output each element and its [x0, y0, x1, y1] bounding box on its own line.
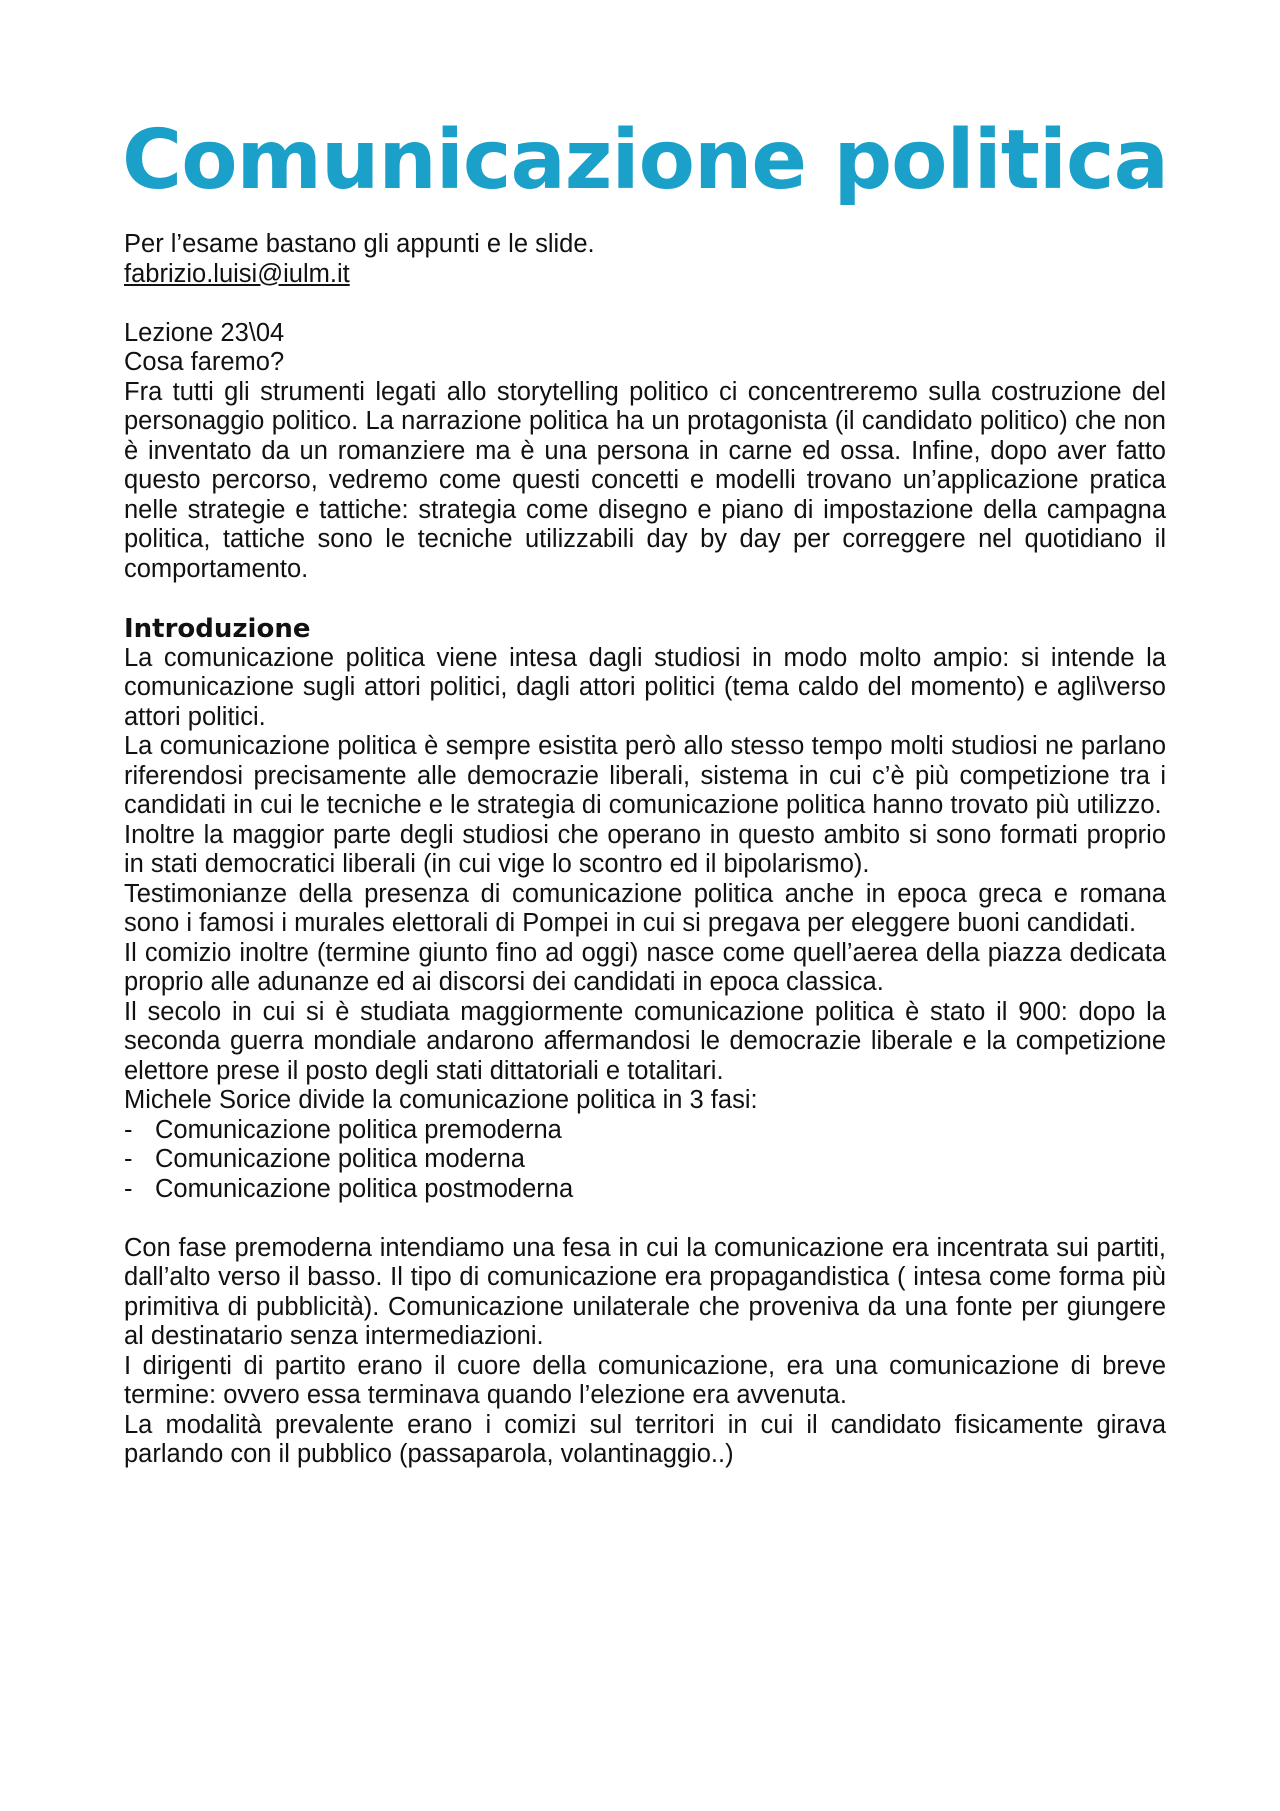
list-item	[124, 1116, 1166, 1146]
dash-bullet-icon: -	[124, 1145, 133, 1173]
overview-paragraph: Fra tutti gli strumenti legati allo storytelling politico ci concentreremo sulla costruzione del personaggio politico. La narrazione politica ha un protagonista (il candidato politico) che non è inventato da un romanziere ma è una persona in carne ed ossa. Infine, dopo aver fatto questo percorso, vedremo come questi concetti e modelli trovano un’applicazione pratica nelle strategie e tattiche: strategia come disegno e piano di impostazione della campagna politica, tattiche sono le tecniche utilizzabili day by day per correggere nel quotidiano il comportamento.	[124, 377, 1166, 583]
intro-line: Per l’esame bastano gli appunti e le slide.	[124, 230, 595, 258]
list-item	[124, 1145, 1166, 1175]
dash-bullet-icon: -	[124, 1115, 133, 1144]
intro-paragraph: Michele Sorice divide la comunicazione politica in 3 fasi:	[124, 1086, 758, 1114]
email-line	[124, 260, 1166, 290]
document-page	[122, 113, 1168, 1470]
document-title: Comunicazione politica	[122, 113, 1168, 208]
premodern-paragraph: La modalità prevalente erano i comizi sul territori in cui il candidato fisicamente girava parlando con il pubblico (passaparola, volantinaggio..)	[124, 1410, 1166, 1468]
lesson-date: Lezione 23\04	[124, 318, 285, 347]
lesson-question: Cosa faremo?	[124, 348, 285, 376]
intro-paragraph: Inoltre la maggior parte degli studiosi che operano in questo ambito si sono formati proprio in stati democratici liberali (in cui vige lo scontro ed il bipolarismo).	[124, 820, 1166, 878]
spacer	[124, 1204, 1166, 1234]
spacer	[124, 584, 1166, 614]
intro-paragraph: Il secolo in cui si è studiata maggiormente comunicazione politica è stato il 900: dopo la seconda guerra mondiale andarono affermandosi le democrazie liberale e la competizione elettore prese il posto degli stati dittatoriali e totalitari.	[124, 997, 1166, 1085]
list-item	[124, 1175, 1166, 1205]
section-heading: Introduzione	[124, 613, 311, 644]
intro-paragraph: Testimonianze della presenza di comunicazione politica anche in epoca greca e romana sono i famosi i murales elettorali di Pompei in cui si pregava per eleggere buoni candidati.	[124, 879, 1166, 937]
list-item-label: Comunicazione politica postmoderna	[155, 1174, 574, 1203]
list-item-label: Comunicazione politica premoderna	[155, 1115, 562, 1144]
premodern-paragraph: Con fase premoderna intendiamo una fesa in cui la comunicazione era incentrata sui partiti, dall’alto verso il basso. Il tipo di comunicazione era propagandistica ( intesa come forma più primitiva di pubblicità). Comunicazione unilaterale che proveniva da una fonte per giungere al destinatario senza intermediazioni.	[124, 1233, 1166, 1350]
dash-bullet-icon: -	[124, 1174, 133, 1203]
email-link[interactable]: fabrizio.luisi@iulm.it	[124, 259, 350, 288]
intro-paragraph: La comunicazione politica è sempre esistita però allo stesso tempo molti studiosi ne parlano riferendosi precisamente alle democrazie liberali, sistema in cui c’è più competizione tra i candidati in cui le tecniche e le strategia di comunicazione politica hanno trovato più utilizzo.	[124, 732, 1166, 819]
phases-list	[124, 1116, 1166, 1205]
list-item-label: Comunicazione politica moderna	[155, 1145, 525, 1173]
spacer	[124, 289, 1166, 319]
intro-paragraph: Il comizio inoltre (termine giunto fino ad oggi) nasce come quell’aerea della piazza dedicata proprio alle adunanze ed ai discorsi dei candidati in epoca classica.	[124, 938, 1166, 996]
intro-paragraph: La comunicazione politica viene intesa dagli studiosi in modo molto ampio: si intende la comunicazione sugli attori politici, dagli attori politici (tema caldo del momento) e agli\verso attori politici.	[124, 643, 1166, 731]
premodern-paragraph: I dirigenti di partito erano il cuore della comunicazione, era una comunicazione di breve termine: ovvero essa terminava quando l’elezione era avvenuta.	[124, 1351, 1166, 1409]
